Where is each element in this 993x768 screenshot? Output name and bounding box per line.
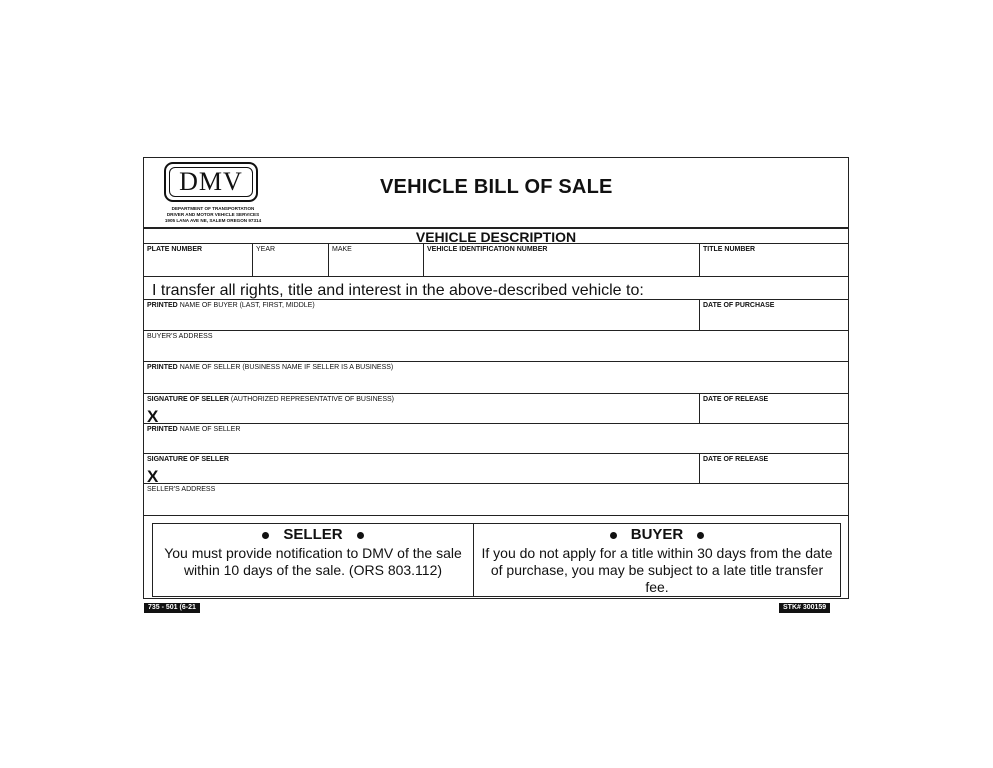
seller-name-row[interactable] (144, 362, 848, 394)
seller-printed-name-label (147, 426, 240, 434)
date-of-release-field-2[interactable] (700, 454, 848, 483)
form-title: VEHICLE BILL OF SALE (380, 176, 613, 198)
seller-signature-row (144, 394, 848, 424)
seller-signature-label (147, 396, 394, 404)
bullet-icon (697, 532, 704, 539)
bullet-icon (610, 532, 617, 539)
buyer-name-row (144, 300, 848, 331)
seller-notice (152, 523, 474, 597)
seller-notice-heading (153, 526, 473, 543)
bill-of-sale-form (143, 157, 849, 599)
date-of-purchase-label: DATE OF PURCHASE (703, 302, 775, 309)
plate-number-label: PLATE NUMBER (147, 246, 203, 253)
buyer-name-label-text: NAME OF BUYER (LAST, FIRST, MIDDLE) (179, 302, 315, 309)
seller-address-label: SELLER'S ADDRESS (147, 486, 216, 493)
seller-signature-label-bold: SIGNATURE OF SELLER (147, 396, 229, 403)
seller-signature-note: (AUTHORIZED REPRESENTATIVE OF BUSINESS) (230, 396, 394, 403)
buyer-name-label (147, 302, 315, 310)
seller-signature-row-2 (144, 454, 848, 484)
plate-number-field[interactable] (144, 244, 253, 276)
dmv-logo (164, 162, 258, 202)
seller-signature-field[interactable] (144, 394, 700, 426)
buyer-notice (473, 523, 841, 597)
title-number-field[interactable] (700, 244, 848, 276)
vin-field[interactable] (424, 244, 700, 276)
seller-printed-name-prefix: PRINTED (147, 426, 178, 433)
make-label: MAKE (332, 246, 352, 253)
bullet-icon (262, 532, 269, 539)
seller-notice-title: SELLER (283, 526, 343, 543)
date-of-release-label: DATE OF RELEASE (703, 396, 769, 403)
seller-printed-name-row[interactable] (144, 424, 848, 454)
dmv-logo-text: DMV (169, 167, 253, 197)
date-of-release-field[interactable] (700, 394, 848, 423)
year-field[interactable] (253, 244, 329, 276)
form-number-tag: 735 - 501 (6-21 (144, 603, 200, 613)
seller-notice-text: You must provide notification to DMV of the sale within 10 days of the sale. (ORS 803.112) (164, 545, 462, 578)
seller-name-label-text: NAME OF SELLER (BUSINESS NAME IF SELLER IS A BUSINESS) (179, 364, 394, 371)
transfer-statement: I transfer all rights, title and interest in the above-described vehicle to: (152, 282, 644, 299)
seller-signature-x: X (147, 407, 159, 426)
buyer-address-row[interactable] (144, 331, 848, 362)
buyer-notice-heading (474, 526, 840, 543)
form-header (144, 158, 848, 228)
title-number-label: TITLE NUMBER (703, 246, 756, 253)
seller-signature-label-2: SIGNATURE OF SELLER (147, 456, 229, 463)
department-info (149, 206, 277, 224)
department-address: 1905 LANA AVE NE, SALEM OREGON 97314 (164, 218, 262, 223)
transfer-statement-row (144, 277, 848, 300)
date-of-purchase-field[interactable] (700, 300, 848, 330)
seller-address-row[interactable] (144, 484, 848, 514)
department-line-1: DEPARTMENT OF TRANSPORTATION (171, 206, 255, 211)
seller-signature-field-2[interactable] (144, 454, 700, 486)
year-label: YEAR (256, 246, 276, 253)
vehicle-description-heading: VEHICLE DESCRIPTION (144, 228, 848, 244)
seller-printed-name-label-text: NAME OF SELLER (179, 426, 241, 433)
notices-section (144, 515, 848, 601)
bullet-icon (357, 532, 364, 539)
date-of-release-label-2: DATE OF RELEASE (703, 456, 769, 463)
vehicle-description-row (144, 244, 848, 277)
department-line-2: DRIVER AND MOTOR VEHICLE SERVICES (166, 212, 260, 217)
buyer-printed-prefix: PRINTED (147, 302, 178, 309)
buyer-notice-text: If you do not apply for a title within 30 days from the date of purchase, you may be subject to a late title transfer fee. (481, 545, 833, 595)
seller-printed-prefix: PRINTED (147, 364, 178, 371)
buyer-name-field[interactable] (144, 300, 700, 330)
vin-label: VEHICLE IDENTIFICATION NUMBER (427, 246, 548, 253)
seller-signature-x-2: X (147, 467, 159, 486)
buyer-notice-title: BUYER (630, 526, 684, 543)
stock-number-tag: STK# 300159 (779, 603, 830, 613)
make-field[interactable] (329, 244, 424, 276)
seller-name-label (147, 364, 393, 372)
buyer-address-label: BUYER'S ADDRESS (147, 333, 213, 340)
